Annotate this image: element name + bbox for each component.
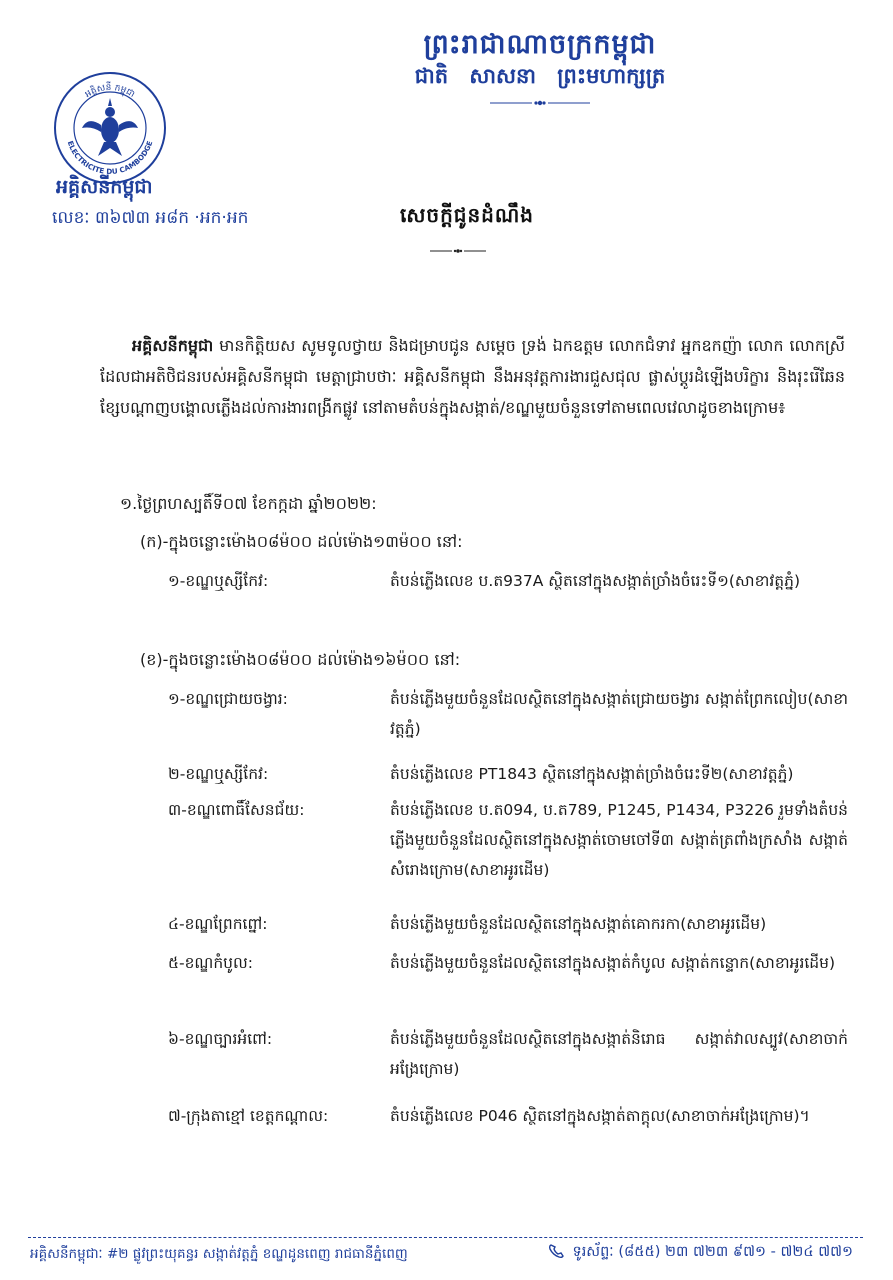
district-name: ២-ខណ្ឌឬស្សីកែវ: (168, 765, 269, 783)
footer-address: អគ្គិសនីកម្ពុជាៈ #២ ផ្លូវព្រះយុគន្ធរ សង្កាត់វត្តភ្នំ ខណ្ឌដូនពេញ រាជធានីភ្នំពេញ (30, 1246, 408, 1262)
district-description: តំបន់ភ្លើងមួយចំនួនដែលស្ថិតនៅក្នុងសង្កាត់និរោធ សង្កាត់វាលស្បូវ(សាខាចាក់អង្រែក្រោម) (390, 1030, 848, 1078)
kingdom-motto: ជាតិ សាសនា ព្រះមហាក្សត្រ (414, 64, 666, 88)
district-description: តំបន់ភ្លើងលេខ P046 ស្ថិតនៅក្នុងសង្កាត់តាក្តុល(សាខាចាក់អង្រែក្រោម)។ (390, 1107, 810, 1125)
organization-name: អគ្គិសនីកម្ពុជា (56, 176, 153, 198)
district-description: តំបន់ភ្លើងមួយចំនួនដែលស្ថិតនៅក្នុងសង្កាត់គោករកា(សាខាអូរដើម) (390, 915, 767, 933)
footer-divider (28, 1237, 863, 1238)
reference-number: លេខៈ ៣៦៧៣ អ៨ក ·អក·អក (52, 208, 249, 228)
district-description: តំបន់ភ្លើងលេខ PT1843 ស្ថិតនៅក្នុងសង្កាត់ច្រាំងចំរេះទី២(សាខាវត្តភ្នំ) (390, 765, 794, 783)
district-name: ៦-ខណ្ឌច្បារអំពៅ: (168, 1030, 273, 1048)
footer-phone-text: ទូរស័ព្ទៈ (៨៥៥) ២៣ ៧២៣ ៩៧១ - ៧២៤ ៧៧១ (572, 1244, 853, 1260)
kingdom-title: ព្រះរាជាណាចក្រកម្ពុជា (423, 29, 657, 60)
section-b-heading: (ខ)-ក្នុងចន្លោះម៉ោង០៨ម៉០០ ដល់ម៉ោង១៦ម៉០០ នៅ: (140, 650, 461, 669)
header-ornament-icon (480, 98, 600, 108)
intro-lead: អគ្គិសនីកម្ពុជា (132, 336, 214, 355)
intro-paragraph (100, 330, 845, 423)
intro-text: មានកិត្តិយស សូមទូលថ្វាយ និងជម្រាបជូន សម្តេច ទ្រង់ ឯកឧត្តម លោកជំទាវ អ្នកឧកញ៉ា លោក លោកស្រី ដែលជាអតិថិជនរបស់អគ្គិសនីកម្ពុជា មេត្តាជ្រាបថាៈ អគ្គិសនីកម្ពុជា នឹងអនុវត្តការងារជួសជុល ផ្លាស់ប្តូរដំឡើងបរិក្ខារ និងរុះរើឆែនខ្សែបណ្តាញបង្គោលភ្លើងដល់ការងារពង្រីកផ្លូវ នៅតាមតំបន់ក្នុងសង្កាត់/ខណ្ឌមួយចំនួនទៅតាមពេលវេលាដូចខាងក្រោម៖ (100, 336, 845, 417)
district-name: ៣-ខណ្ឌពោធិ៍សែនជ័យ: (168, 801, 305, 819)
district-description: តំបន់ភ្លើងមួយចំនួនដែលស្ថិតនៅក្នុងសង្កាត់ជ្រោយចង្វារ សង្កាត់ព្រែកលៀប(សាខាវត្តភ្នំ) (390, 690, 848, 738)
district-name: ១-ខណ្ឌជ្រោយចង្វារ: (168, 690, 288, 708)
footer-phone (548, 1243, 853, 1264)
logo-text-bottom: ELECTRICITE DU CAMBODGE (65, 139, 155, 177)
section-a-heading: (ក)-ក្នុងចន្លោះម៉ោង០៨ម៉០០ ដល់ម៉ោង១៣ម៉០០ នៅ: (140, 532, 463, 551)
telephone-icon (548, 1243, 566, 1259)
district-description: តំបន់ភ្លើងលេខ ប.ត937A ស្ថិតនៅក្នុងសង្កាត់ច្រាំងចំរេះទី១(សាខាវត្តភ្នំ) (390, 572, 800, 590)
district-name: ៥-ខណ្ឌកំបូល: (168, 954, 253, 972)
title-ornament-icon (428, 246, 488, 256)
kingdom-header (300, 28, 780, 112)
svg-text:អគ្គិសនី កម្ពុជា (83, 81, 136, 100)
district-name: ១-ខណ្ឌឬស្សីកែវ: (168, 572, 269, 590)
page-title: សេចក្តីជូនដំណឹង (400, 203, 534, 227)
district-description: តំបន់ភ្លើងលេខ ប.ត094, ប.ត789, P1245, P1434, P3226 រួមទាំងតំបន់ភ្លើងមួយចំនួនដែលស្ថិតនៅក្នុងសង្កាត់ចោមចៅទី៣ សង្កាត់ត្រពាំងក្រសាំង សង្កាត់សំរោងក្រោម(សាខាអូរដើម) (390, 801, 848, 879)
date-line: ១.ថ្ងៃព្រហស្បតិ៍ទី០៧ ខែកក្កដា ឆ្នាំ២០២២: (120, 494, 377, 513)
logo-text-top: អគ្គិសនី កម្ពុជា (83, 82, 137, 100)
district-name: ៤-ខណ្ឌព្រែកព្នៅ: (168, 915, 268, 933)
district-description: តំបន់ភ្លើងមួយចំនួនដែលស្ថិតនៅក្នុងសង្កាត់កំបូល សង្កាត់កន្ទោក(សាខាអូរដើម) (390, 954, 836, 972)
district-name: ៧-ក្រុងតាខ្មៅ ខេត្តកណ្តាល: (168, 1107, 329, 1125)
electricite-du-cambodge-seal-icon (52, 70, 168, 186)
